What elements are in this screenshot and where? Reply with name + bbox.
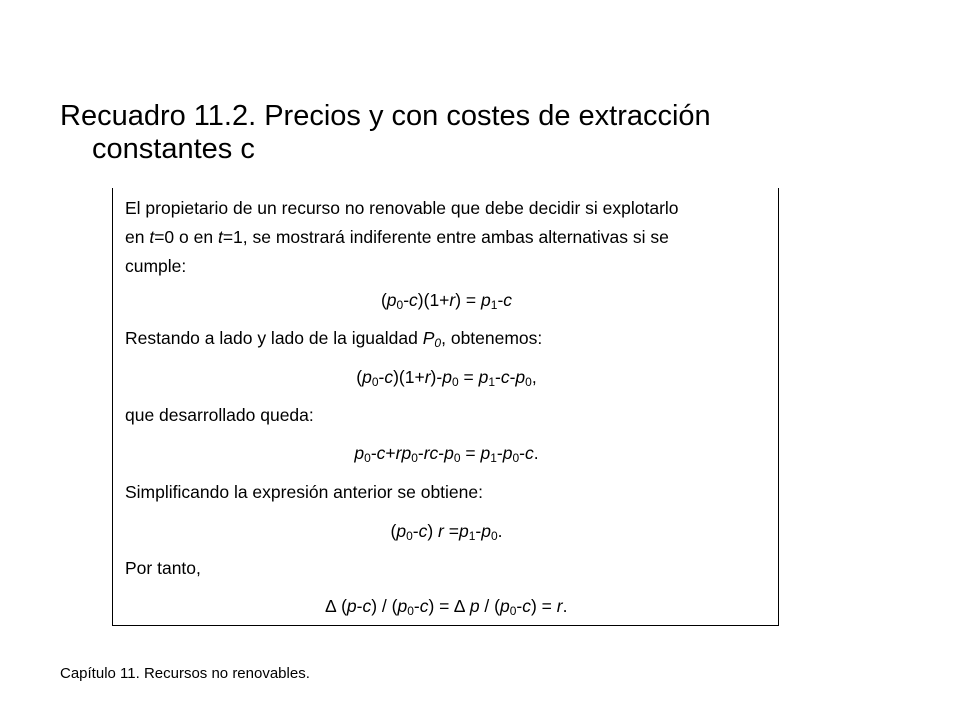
equation-4: $(p_0-c)$ $r =p_1-p_0$.: [390, 521, 503, 543]
slide-title-line1: Recuadro 11.2. Precios y con costes de extracción: [60, 100, 711, 132]
content-box: [112, 188, 779, 626]
paragraph-therefore: Por tanto,: [125, 558, 201, 578]
paragraph-subtract: Restando a lado y lado de la igualdad $P_0$, obtenemos:: [125, 328, 543, 350]
equation-3: $p_0-c+rp_0-rc-p_0 = p_1-p_0-c$.: [354, 443, 539, 465]
equation-1: $(p_0-c)(1+r) = p_1-c$: [380, 290, 513, 312]
equation-5: ∆ $(p-c) / (p_0-c)$ = ∆ $p / (p_0-c) = r$.: [325, 596, 568, 618]
paragraph-owner-line2: en t=0 o en t=1, se mostrará indiferente entre ambas alternativas si se: [125, 227, 669, 247]
equation-2: $(p_0-c)(1+r)-p_0 = p_1-c-p_0$,: [356, 367, 537, 389]
slide-title-line2: constantes c: [92, 133, 255, 165]
slide-footer: Capítulo 11. Recursos no renovables.: [60, 665, 310, 682]
paragraph-owner-line3: cumple:: [125, 256, 187, 276]
paragraph-simplify: Simplificando la expresión anterior se obtiene:: [125, 482, 483, 502]
paragraph-owner-line1: El propietario de un recurso no renovable que debe decidir si explotarlo: [125, 198, 679, 218]
paragraph-developed: que desarrollado queda:: [125, 405, 314, 425]
slide-title: [60, 100, 840, 166]
